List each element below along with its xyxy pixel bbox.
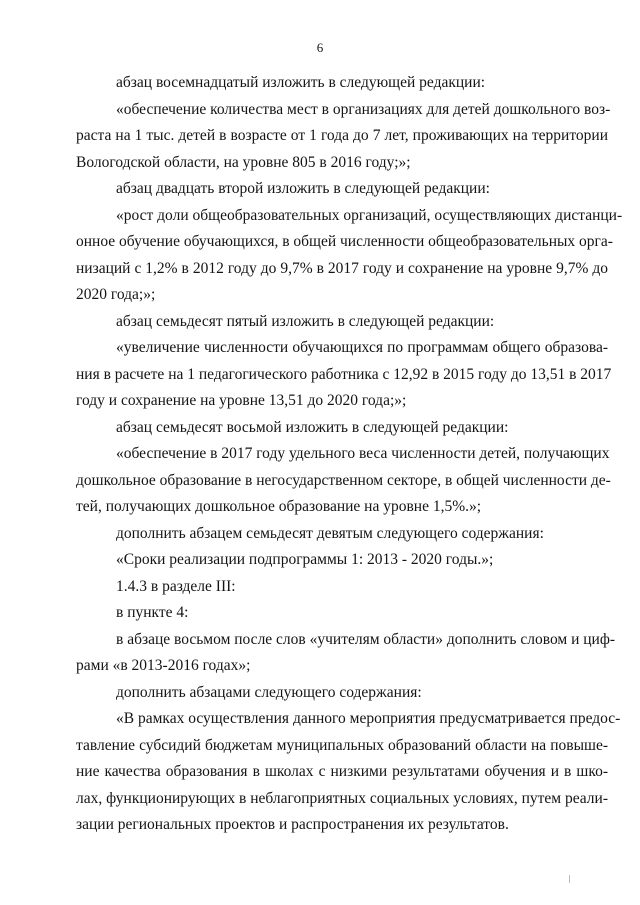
paragraph-line: абзац восемнадцатый изложить в следующей редакции: — [116, 74, 486, 91]
paragraph-line: Вологодской области, на уровне 805 в 2016 году;»; — [76, 153, 411, 171]
paragraph — [76, 176, 608, 203]
paragraph — [76, 309, 608, 336]
paragraph-line: году и сохранение на уровне 13,51 до 2020 года;»; — [76, 392, 407, 409]
paragraph-line: раста на 1 тыс. детей в возрасте от 1 года до 7 лет, проживающих на территории — [76, 127, 608, 144]
paragraph — [76, 97, 611, 177]
paragraph — [76, 335, 612, 415]
paragraph-line: «обеспечение количества мест в организациях для детей дошкольного воз- — [116, 100, 611, 118]
paragraph-line: «увеличение численности обучающихся по программам общего образова- — [116, 339, 608, 356]
paragraph — [76, 415, 608, 442]
paragraph-line: абзац семьдесят восьмой изложить в следующей редакции: — [116, 418, 509, 436]
paragraph-line: «Сроки реализации подпрограммы 1: 2013 - 2020 годы.»; — [116, 551, 494, 568]
paragraph — [76, 547, 608, 574]
paragraph-line: «В рамках осуществления данного мероприятия предусматривается предос- — [116, 710, 621, 727]
paragraph-line: рами «в 2013-2016 годах»; — [76, 657, 251, 674]
paragraph-line: ния в расчете на 1 педагогического работника с 12,92 в 2015 году до 13,51 в 2017 — [76, 365, 612, 383]
paragraph-line: абзац двадцать второй изложить в следующей редакции: — [116, 180, 490, 197]
paragraph — [76, 574, 608, 601]
paragraph-line: тей, получающих дошкольное образование на уровне 1,5%.»; — [76, 498, 482, 515]
paragraph-line: тавление субсидий бюджетам муниципальных образований области на повыше- — [76, 736, 608, 754]
paragraph — [76, 680, 608, 707]
paragraph-line: абзац семьдесят пятый изложить в следующей редакции: — [116, 312, 495, 330]
paragraph — [76, 600, 608, 627]
paragraph-line: в пункте 4: — [116, 604, 189, 621]
paragraph-line: 2020 года;»; — [76, 286, 156, 303]
paragraph — [76, 203, 623, 309]
scan-edge-mark — [569, 875, 570, 883]
page-number: 6 — [316, 40, 324, 55]
paragraph-line: в абзаце восьмом после слов «учителям области» дополнить словом и циф- — [116, 630, 616, 648]
paragraph-line: дошкольное образование в негосударственном секторе, в общей численности де- — [76, 471, 611, 489]
paragraph-line: «рост доли общеобразовательных организаций, осуществляющих дистанци- — [116, 206, 623, 224]
paragraph — [76, 627, 616, 680]
paragraph — [76, 70, 608, 97]
paragraph-line: «обеспечение в 2017 году удельного веса численности детей, получающих — [116, 445, 610, 462]
paragraph-line: ние качества образования в школах с низкими результатами обучения и в шко- — [76, 763, 608, 780]
document-body — [76, 70, 623, 839]
paragraph-line: дополнить абзацем семьдесят девятым следующего содержания: — [116, 524, 544, 542]
paragraph — [76, 521, 608, 548]
paragraph-line: онное обучение обучающихся, в общей численности общеобразовательных орга- — [76, 233, 613, 250]
paragraph — [76, 441, 611, 521]
paragraph-line: зации региональных проектов и распространения их результатов. — [76, 816, 509, 833]
paragraph-line: лах, функционирующих в неблагоприятных социальных условиях, путем реали- — [76, 789, 608, 807]
paragraph-line: 1.4.3 в разделе III: — [116, 577, 236, 595]
paragraph-line: низаций с 1,2% в 2012 году до 9,7% в 2017 году и сохранение на уровне 9,7% до — [76, 259, 608, 277]
paragraph — [76, 706, 621, 839]
paragraph-line: дополнить абзацами следующего содержания: — [116, 683, 422, 701]
